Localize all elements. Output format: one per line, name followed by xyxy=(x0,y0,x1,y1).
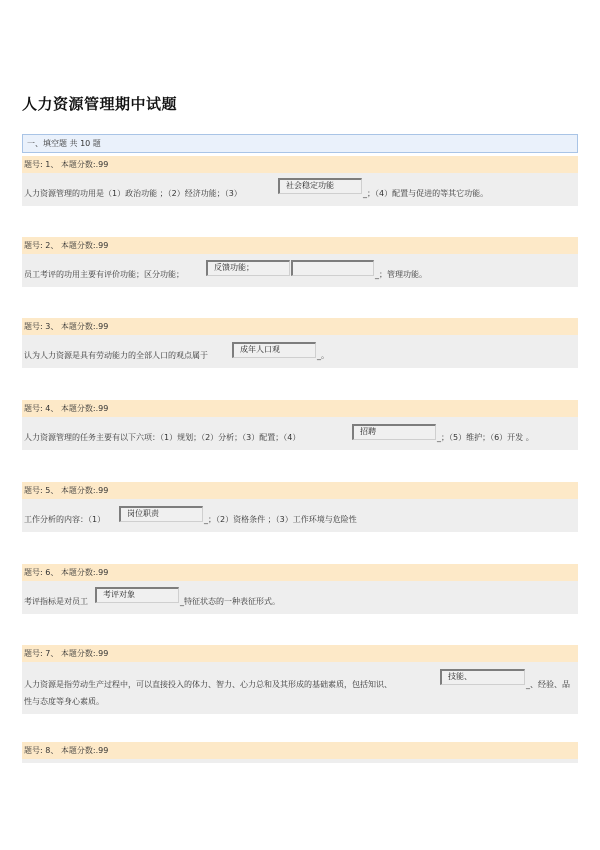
question-7-header: 题号: 7、 本题分数:.99 xyxy=(22,645,578,662)
question-7-text-before: 人力资源是指劳动生产过程中，可以直接投入的体力、智力、心力总和及其形成的基础素质，包括知识、 xyxy=(24,680,392,689)
question-7-text-line2: 性与态度等身心素质。 xyxy=(24,697,104,706)
question-6-text-after: _特征状态的一种表征形式。 xyxy=(180,597,280,606)
question-1-text-before: 人力资源管理的功用是（1）政治功能 ；（2）经济功能；（3） xyxy=(24,189,242,198)
question-4-header: 题号: 4、 本题分数:.99 xyxy=(22,400,578,417)
question-1-header: 题号: 1、 本题分数:.99 xyxy=(22,156,578,173)
question-3-text-before: 认为人力资源是具有劳动能力的全部人口的观点属于 xyxy=(24,351,208,360)
question-3-header: 题号: 3、 本题分数:.99 xyxy=(22,318,578,335)
question-6-header: 题号: 6、 本题分数:.99 xyxy=(22,564,578,581)
question-8-header: 题号: 8、 本题分数:.99 xyxy=(22,742,578,759)
question-8-body xyxy=(22,759,578,763)
question-1-text-after: _；（4）配置与促进的等其它功能。 xyxy=(363,189,489,198)
question-5-answer-field[interactable]: 岗位职责 xyxy=(119,506,203,522)
question-2-header: 题号: 2、 本题分数:.99 xyxy=(22,237,578,254)
question-2-text-before: 员工考评的功用主要有评价功能；区分功能； xyxy=(24,270,184,279)
page-title: 人力资源管理期中试题 xyxy=(22,95,178,113)
question-4-body xyxy=(22,417,578,450)
question-3-answer-field[interactable]: 成年人口观 xyxy=(232,342,316,358)
question-5-text-before: 工作分析的内容：（1） xyxy=(24,515,106,524)
section-header: 一、填空题 共 10 题 xyxy=(22,134,578,153)
question-7-answer-field[interactable]: 技能、 xyxy=(440,669,525,685)
question-3-body xyxy=(22,335,578,368)
question-4-text-before: 人力资源管理的任务主要有以下六项：（1）规划；（2）分析；（3）配置；（4） xyxy=(24,433,301,442)
question-2-body xyxy=(22,254,578,287)
question-4-answer-field[interactable]: 招聘 xyxy=(352,424,436,440)
question-6-answer-field[interactable]: 考评对象 xyxy=(95,587,179,603)
question-5-body xyxy=(22,499,578,532)
question-1-answer-field[interactable]: 社会稳定功能 xyxy=(278,178,362,194)
question-7-body xyxy=(22,662,578,714)
question-5-text-after: _；（2）资格条件 ；（3）工作环境与危险性 xyxy=(204,515,357,524)
question-2-answer-field-2[interactable] xyxy=(291,260,374,276)
question-4-text-after: _；（5）维护；（6）开发 。 xyxy=(437,433,534,442)
question-5-header: 题号: 5、 本题分数:.99 xyxy=(22,482,578,499)
question-3-text-after: _。 xyxy=(317,351,329,360)
question-2-answer-field-1[interactable]: 反馈功能； xyxy=(206,260,290,276)
question-7-text-after: _、经验、品 xyxy=(526,680,570,689)
question-6-text-before: 考评指标是对员工 xyxy=(24,597,88,606)
question-2-text-after: _；管理功能。 xyxy=(375,270,427,279)
question-1-body xyxy=(22,173,578,206)
question-6-body xyxy=(22,581,578,614)
